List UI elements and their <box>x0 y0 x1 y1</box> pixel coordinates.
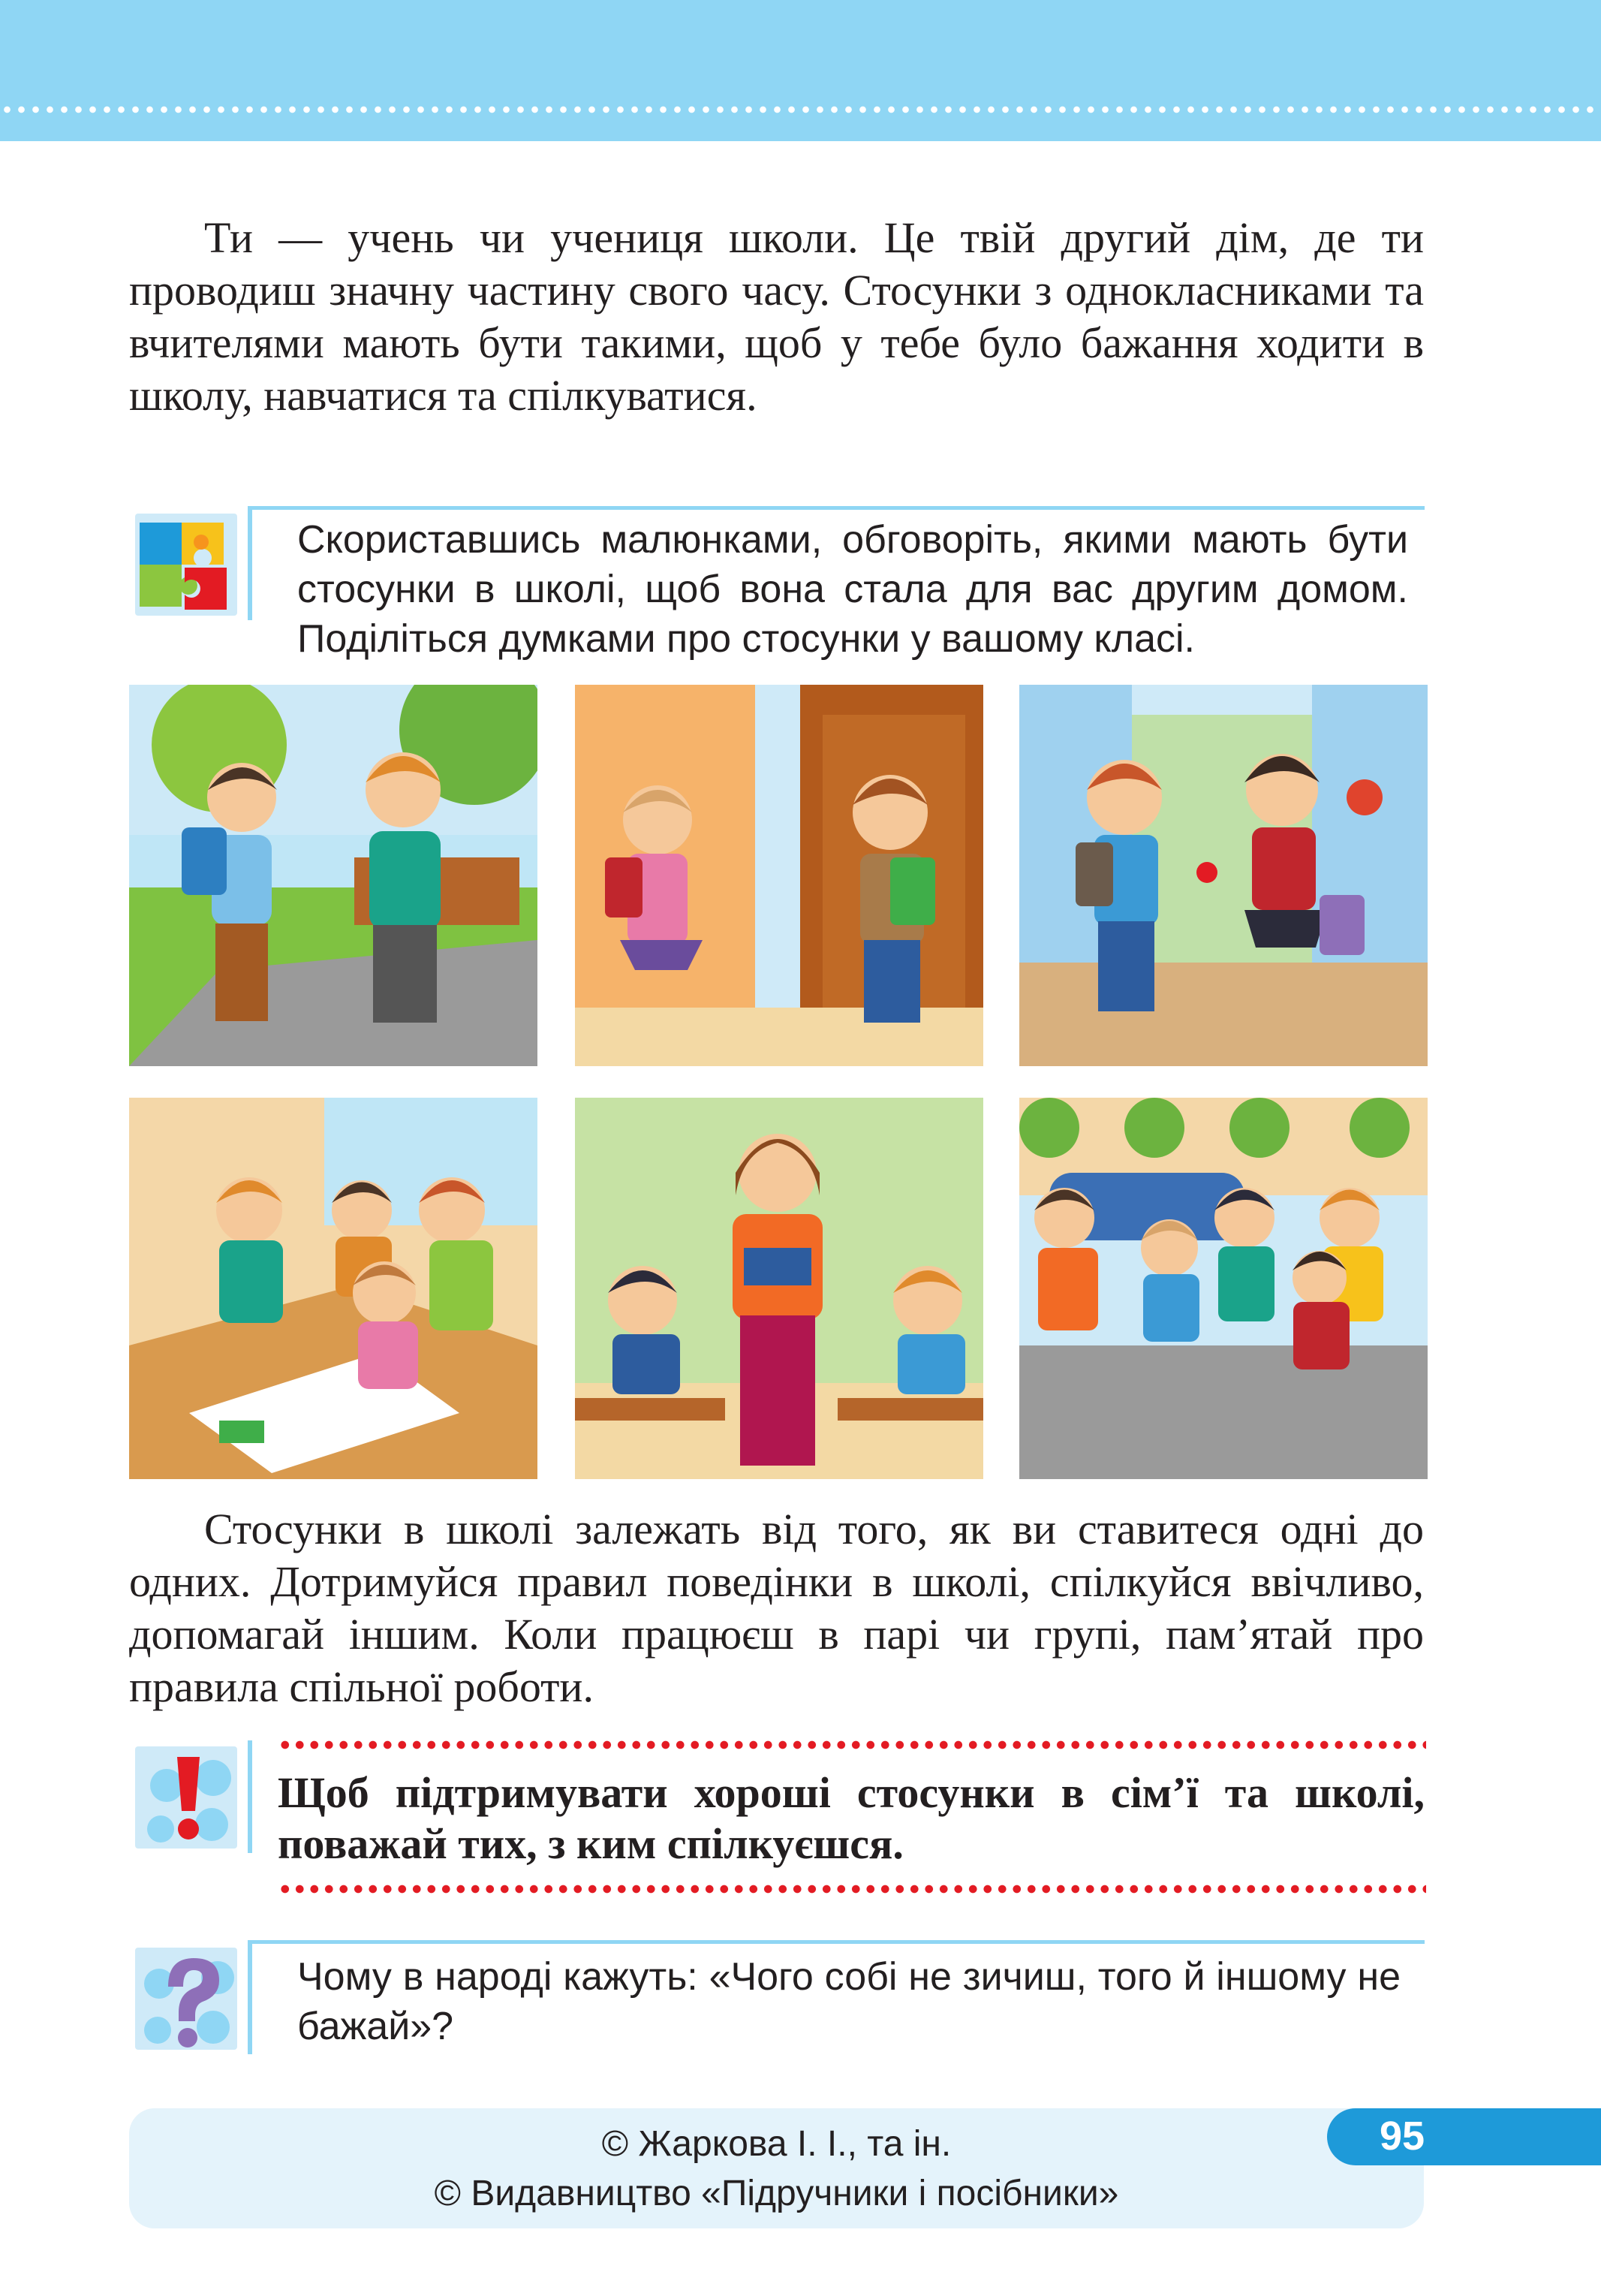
rule-top-dotted-line <box>278 1740 1426 1749</box>
rule-bottom-dotted-line <box>278 1885 1426 1894</box>
footer-author: © Жаркова І. І., та ін. <box>601 2124 952 2164</box>
top-header-band <box>0 0 1601 141</box>
boy-gives-apple-illustration <box>1019 685 1428 1066</box>
kids-playing-illustration <box>1019 1098 1428 1479</box>
page-number: 95 <box>1379 2114 1425 2159</box>
question-top-rule <box>248 1940 1425 1944</box>
teacher-reading-illustration <box>575 1098 983 1479</box>
puzzle-icon <box>129 508 249 628</box>
discussion-task-text: Скориставшись малюнками, обговоріть, якими мають бути стосунки в школі, щоб вона стала для вас другим домом. Поділіться думками про стосунки у вашому класі. <box>297 518 1408 661</box>
task-side-rule <box>248 508 252 620</box>
group-drawing-illustration <box>129 1098 537 1479</box>
exclamation-icon <box>129 1740 249 1861</box>
task-top-rule <box>248 506 1425 510</box>
question-icon <box>129 1942 249 2062</box>
boys-handshake-illustration <box>129 685 537 1066</box>
boy-holding-door-illustration <box>575 685 983 1066</box>
question-text: Чому в народі кажуть: «Чого собі не зичиш, того й іншому не бажай»? <box>297 1955 1401 2048</box>
outro-paragraph: Стосунки в школі залежать від того, як ви ставитеся одні до одних. Дотримуйся правил поведінки в школі, спілкуйся ввічливо, допомагай іншим. Коли працюєш в парі чи групі, пам’ятай про правила спільної роботи. <box>129 1505 1424 1711</box>
rule-text: Щоб підтримувати хороші стосунки в сім’ї та школі, поважай тих, з ким спілкуєшся. <box>278 1768 1425 1868</box>
intro-paragraph: Ти — учень чи учениця школи. Це твій другий дім, де ти проводиш значну частину свого часу. Стосунки з однокласниками та вчителями мають бути такими, щоб у тебе було бажання ходити в школу, навчатися та спілкуватися. <box>129 213 1424 420</box>
header-dotted-line <box>0 105 1601 114</box>
rule-side-line <box>248 1740 252 1853</box>
question-side-rule <box>248 1942 252 2054</box>
footer-publisher: © Видавництво «Підручники і посібники» <box>434 2174 1119 2213</box>
